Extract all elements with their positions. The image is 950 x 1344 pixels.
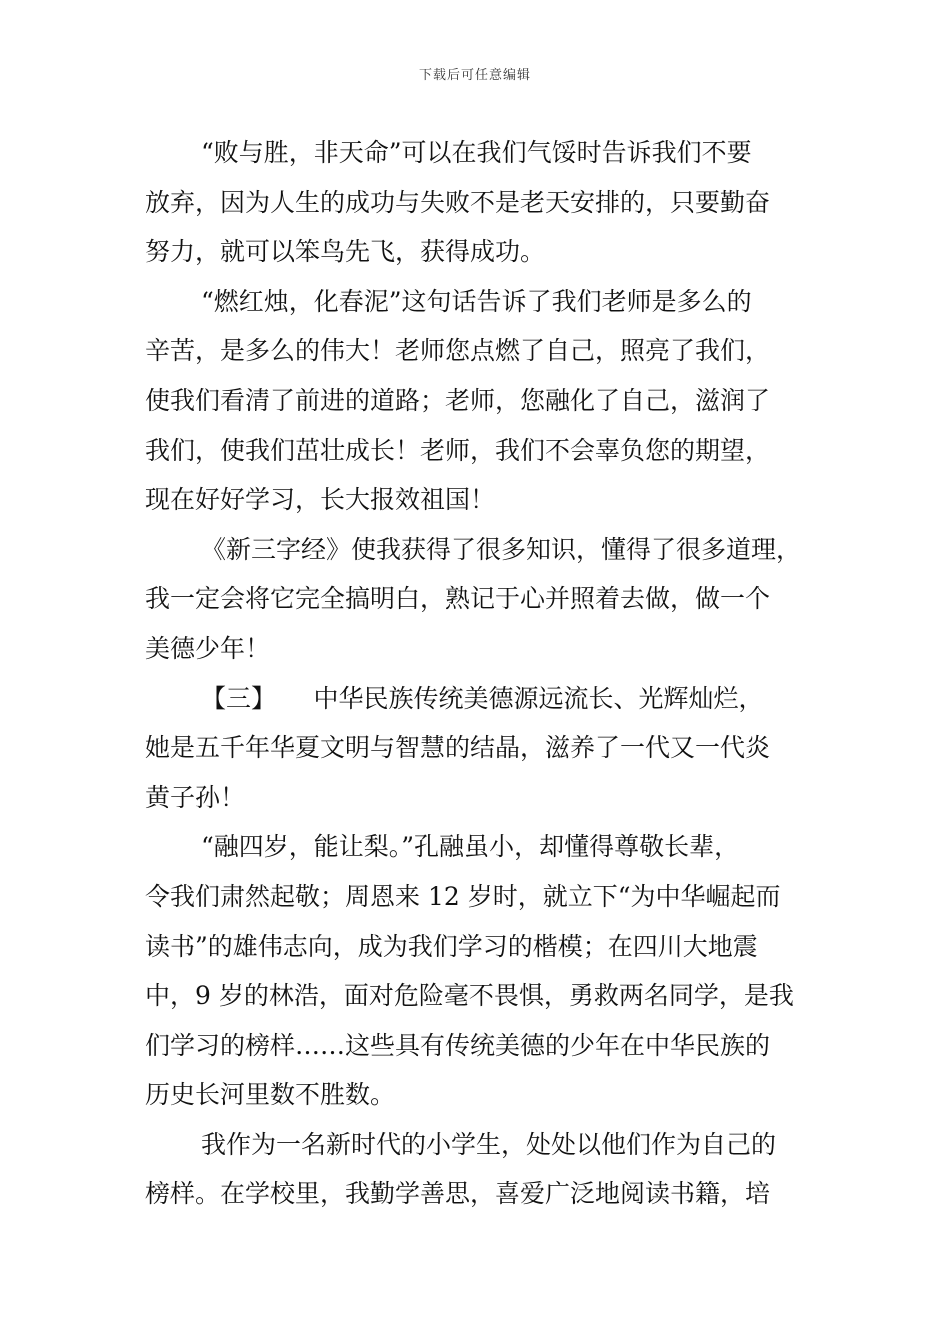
- text-line: 们学习的榜样……这些具有传统美德的少年在中华民族的: [145, 1030, 771, 1060]
- text-line: 她是五千年华夏文明与智慧的结晶，滋养了一代又一代炎: [145, 733, 771, 763]
- text-line: “融四岁，能让梨。”孔融虽小，却懂得尊敬长辈，: [201, 832, 740, 862]
- text-line: 令我们肃然起敬；周恩来 12 岁时，就立下“为中华崛起而: [145, 881, 781, 911]
- text-line: 历史长河里数不胜数。: [145, 1080, 396, 1110]
- header-note: 下载后可任意编辑: [418, 68, 531, 83]
- text-line: 我作为一名新时代的小学生，处处以他们作为自己的: [201, 1129, 777, 1159]
- document-body: [145, 128, 810, 1219]
- text-line: 读书”的雄伟志向，成为我们学习的楷模；在四川大地震: [145, 931, 758, 961]
- text-line: 《新三字经》使我获得了很多知识，懂得了很多道理，: [201, 534, 802, 564]
- text-line: 放弃，因为人生的成功与失败不是老天安排的，只要勤奋: [145, 187, 771, 217]
- text-line: “燃红烛，化春泥”这句话告诉了我们老师是多么的: [201, 286, 752, 316]
- text-line: 使我们看清了前进的道路；老师，您融化了自己，滋润了: [145, 385, 771, 415]
- text-line: 现在好好学习，长大报效祖国！: [145, 485, 496, 515]
- text-line: 我一定会将它完全搞明白，熟记于心并照着去做，做一个: [145, 584, 771, 614]
- text-line: 中，9 岁的林浩，面对危险毫不畏惧，勇救两名同学，是我: [145, 981, 794, 1011]
- text-line: 黄子孙！: [145, 782, 246, 812]
- text-line: 美德少年！: [145, 633, 271, 663]
- text-line: 辛苦，是多么的伟大！老师您点燃了自己，照亮了我们，: [145, 336, 771, 366]
- text-line: 我们，使我们茁壮成长！老师，我们不会辜负您的期望，: [145, 435, 771, 465]
- text-line: 努力，就可以笨鸟先飞，获得成功。: [145, 237, 546, 267]
- text-line: 榜样。在学校里，我勤学善思，喜爱广泛地阅读书籍，培: [145, 1179, 771, 1209]
- section-heading-line: 【三】 中华民族传统美德源远流长、光辉灿烂，: [201, 683, 764, 713]
- text-line: “败与胜，非天命”可以在我们气馁时告诉我们不要: [201, 138, 752, 167]
